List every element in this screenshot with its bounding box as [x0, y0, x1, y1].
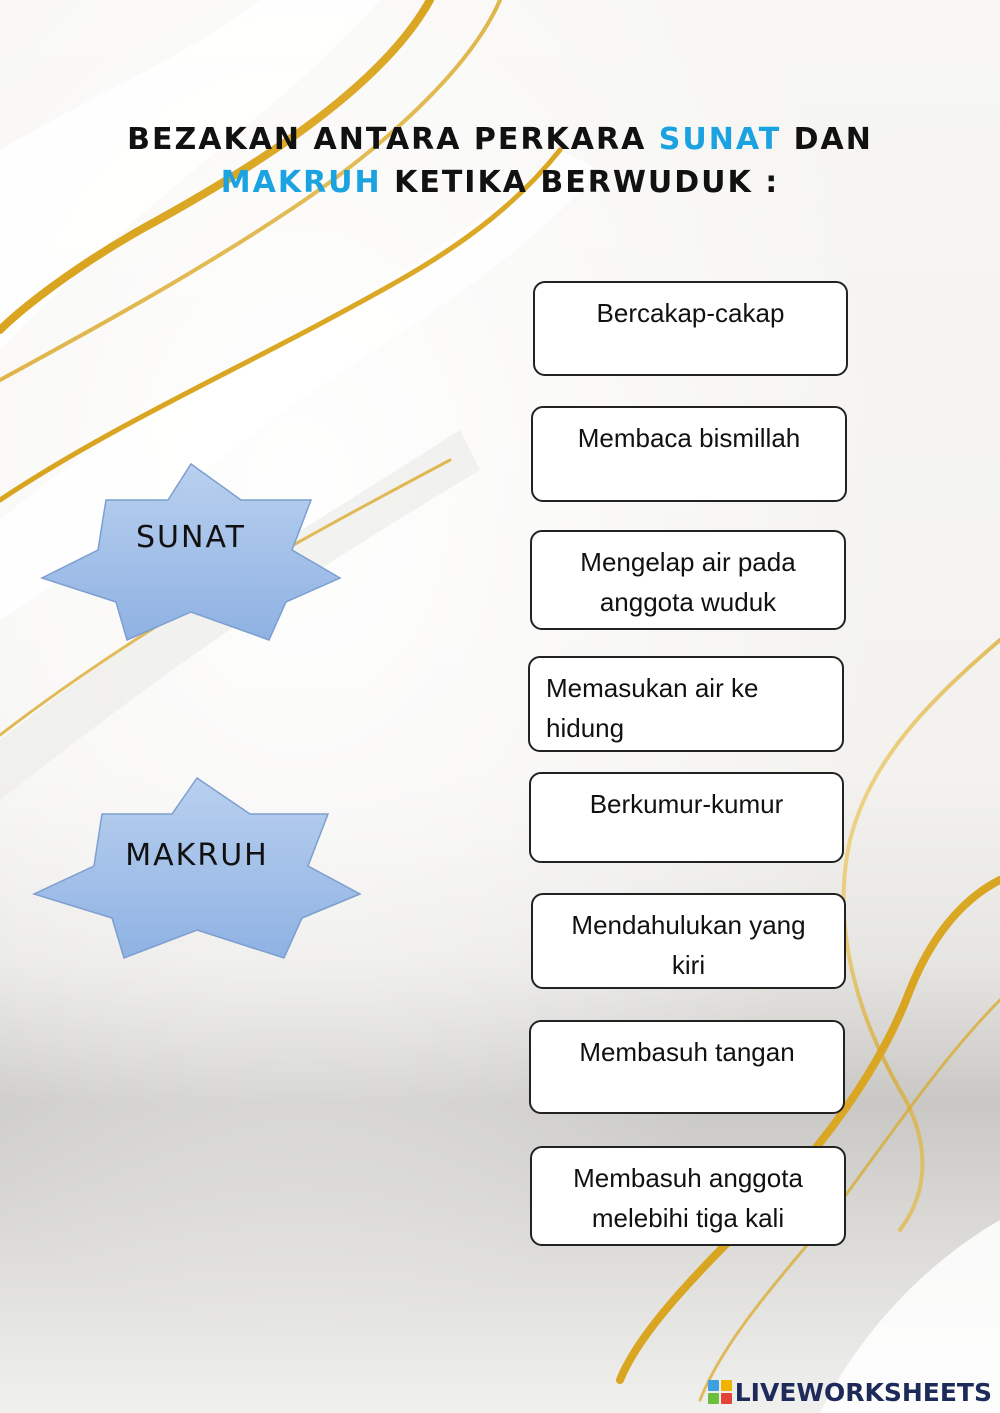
- brand-name: LIVEWORKSHEETS: [734, 1377, 992, 1407]
- answer-card[interactable]: [529, 772, 844, 863]
- title-highlight-makruh: MAKRUH: [220, 165, 382, 200]
- card-text: Memasukan air ke: [546, 673, 759, 703]
- answer-card[interactable]: [530, 530, 846, 630]
- answer-card[interactable]: [528, 656, 844, 752]
- answer-card[interactable]: [531, 893, 846, 989]
- answer-card[interactable]: [530, 1146, 846, 1246]
- card-text: anggota wuduk: [599, 587, 777, 617]
- card-text: Membasuh anggota: [573, 1163, 803, 1193]
- answer-card[interactable]: [531, 406, 847, 502]
- answer-card[interactable]: [533, 281, 848, 376]
- liveworksheets-logo: [708, 1377, 992, 1407]
- category-label: SUNAT: [136, 520, 246, 555]
- title-text-1: BEZAKAN ANTARA PERKARA: [127, 122, 659, 157]
- card-text: Mendahulukan yang: [571, 910, 806, 940]
- card-text: kiri: [671, 950, 706, 980]
- title-highlight-sunat: SUNAT: [658, 122, 782, 157]
- card-text: Bercakap-cakap: [596, 298, 785, 328]
- category-makruh-dropzone[interactable]: [32, 776, 362, 960]
- category-label: MAKRUH: [125, 838, 269, 873]
- card-text: Membaca bismillah: [577, 423, 801, 453]
- answer-card[interactable]: [529, 1020, 845, 1114]
- worksheet-title: [100, 118, 900, 204]
- title-text-2: DAN: [781, 122, 873, 157]
- category-sunat-dropzone[interactable]: [40, 462, 342, 642]
- title-text-3: KETIKA BERWUDUK :: [381, 165, 780, 200]
- liveworksheets-logo-icon: [708, 1380, 732, 1404]
- card-text: Berkumur-kumur: [589, 789, 784, 819]
- card-text: Mengelap air pada: [580, 547, 796, 577]
- card-text: melebihi tiga kali: [591, 1203, 785, 1233]
- card-text: hidung: [546, 713, 625, 743]
- card-text: Membasuh tangan: [579, 1037, 795, 1067]
